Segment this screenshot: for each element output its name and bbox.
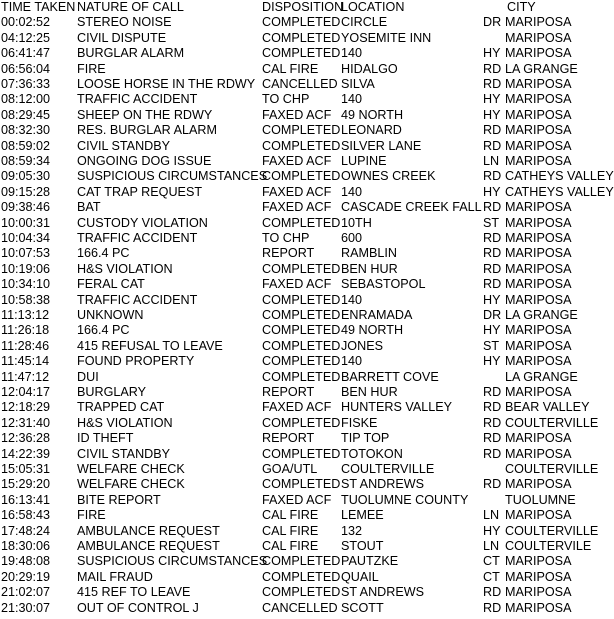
nature-cell: 415 REFUSAL TO LEAVE (77, 338, 223, 353)
city-cell: MARIPOSA (505, 123, 572, 138)
disposition-cell: COMPLETED (262, 415, 341, 430)
time-cell: 16:13:41 (1, 492, 51, 507)
location-cell: 140 (341, 184, 363, 199)
location-cell: RAMBLIN (341, 246, 397, 261)
street-suffix-cell: RD (483, 61, 502, 76)
city-cell: MARIPOSA (505, 508, 572, 523)
street-suffix-cell: HY (483, 107, 501, 122)
header-nature-of-call: NATURE OF CALL (77, 0, 184, 14)
table-row (0, 570, 614, 585)
time-cell: 00:02:52 (1, 15, 51, 30)
location-cell: ST ANDREWS (341, 477, 425, 492)
city-cell: MARIPOSA (505, 92, 572, 107)
nature-cell: STEREO NOISE (77, 15, 172, 30)
table-row (0, 62, 614, 77)
location-cell: BARRETT COVE (341, 369, 439, 384)
location-cell: ENRAMADA (341, 308, 413, 322)
time-cell: 21:02:07 (1, 585, 51, 600)
time-cell: 19:48:08 (1, 554, 51, 569)
disposition-cell: COMPLETED (262, 323, 341, 338)
location-cell: HIDALGO (341, 61, 398, 76)
city-cell: MARIPOSA (505, 30, 572, 45)
nature-cell: CUSTODY VIOLATION (77, 215, 208, 230)
disposition-cell: COMPLETED (262, 15, 341, 30)
street-suffix-cell: LN (483, 154, 500, 168)
location-cell: TUOLUMNE COUNTY (341, 492, 469, 507)
header-location: LOCATION (341, 0, 405, 14)
nature-cell: MAIL FRAUD (77, 569, 153, 584)
table-row (0, 77, 614, 92)
location-cell: 600 (341, 231, 363, 245)
location-cell: 49 NORTH (341, 323, 404, 338)
street-suffix-cell: DR (483, 15, 502, 30)
time-cell: 20:29:19 (1, 569, 51, 584)
disposition-cell: COMPLETED (262, 446, 341, 461)
street-suffix-cell: ST (483, 338, 500, 353)
time-cell: 12:18:29 (1, 400, 51, 415)
disposition-cell: TO CHP (262, 92, 310, 107)
street-suffix-cell: HY (483, 323, 501, 338)
location-cell: OWNES CREEK (341, 169, 436, 184)
city-cell: COULTERVILLE (505, 462, 599, 476)
time-cell: 21:30:07 (1, 600, 51, 615)
disposition-cell: COMPLETED (262, 261, 341, 276)
time-cell: 11:45:14 (1, 354, 50, 369)
street-suffix-cell: RD (483, 385, 502, 399)
nature-cell: RES. BURGLAR ALARM (77, 123, 217, 138)
location-cell: COULTERVILLE (341, 462, 435, 476)
time-cell: 12:31:40 (1, 415, 51, 430)
location-cell: ST ANDREWS (341, 585, 425, 600)
disposition-cell: REPORT (262, 246, 315, 261)
table-row (0, 493, 614, 508)
location-cell: 10TH (341, 215, 372, 230)
table-row (0, 108, 614, 123)
time-cell: 09:38:46 (1, 200, 51, 215)
header-row (0, 0, 614, 15)
location-cell: CASCADE CREEK FALL (341, 200, 482, 215)
time-cell: 10:58:38 (1, 292, 51, 307)
city-cell: MARIPOSA (505, 585, 572, 600)
nature-cell: CIVIL STANDBY (77, 138, 171, 153)
location-cell: JONES (341, 338, 383, 353)
table-row (0, 354, 614, 369)
nature-cell: 166.4 PC (77, 323, 130, 338)
location-cell: SILVER LANE (341, 138, 422, 153)
table-row (0, 185, 614, 200)
street-suffix-cell: HY (483, 92, 501, 107)
table-row (0, 139, 614, 154)
disposition-cell: TO CHP (262, 231, 310, 245)
location-cell: 132 (341, 523, 363, 538)
table-row (0, 293, 614, 308)
city-cell: MARIPOSA (505, 600, 572, 615)
nature-cell: BITE REPORT (77, 492, 161, 507)
disposition-cell: CAL FIRE (262, 61, 319, 76)
table-row (0, 370, 614, 385)
disposition-cell: COMPLETED (262, 138, 341, 153)
nature-cell: TRAFFIC ACCIDENT (77, 92, 198, 107)
table-row (0, 92, 614, 107)
street-suffix-cell: RD (483, 585, 502, 600)
street-suffix-cell: HY (483, 46, 501, 61)
time-cell: 08:12:00 (1, 92, 51, 107)
nature-cell: LOOSE HORSE IN THE RDWY (77, 77, 256, 91)
street-suffix-cell: RD (483, 200, 502, 215)
disposition-cell: COMPLETED (262, 477, 341, 492)
location-cell: TIP TOP (341, 431, 390, 446)
table-row (0, 216, 614, 231)
location-cell: SILVA (341, 77, 375, 91)
nature-cell: CAT TRAP REQUEST (77, 184, 203, 199)
nature-cell: H&S VIOLATION (77, 261, 173, 276)
table-row (0, 123, 614, 138)
disposition-cell: COMPLETED (262, 123, 341, 138)
street-suffix-cell: DR (483, 308, 502, 322)
city-cell: MARIPOSA (505, 246, 572, 261)
table-row (0, 524, 614, 539)
table-row (0, 231, 614, 246)
disposition-cell: CANCELLED (262, 77, 338, 91)
city-cell: MARIPOSA (505, 154, 572, 168)
location-cell: SCOTT (341, 600, 384, 615)
disposition-cell: CAL FIRE (262, 523, 319, 538)
city-cell: MARIPOSA (505, 107, 572, 122)
nature-cell: BURGLAR ALARM (77, 46, 185, 61)
city-cell: MARIPOSA (505, 15, 572, 30)
nature-cell: CIVIL STANDBY (77, 446, 171, 461)
city-cell: LA GRANGE (505, 61, 578, 76)
street-suffix-cell: LN (483, 508, 500, 523)
street-suffix-cell: CT (483, 554, 500, 569)
table-row (0, 31, 614, 46)
location-cell: 140 (341, 46, 363, 61)
disposition-cell: COMPLETED (262, 169, 341, 184)
city-cell: TUOLUMNE (505, 492, 576, 507)
time-cell: 08:59:34 (1, 154, 51, 168)
city-cell: MARIPOSA (505, 77, 572, 91)
table-row (0, 46, 614, 61)
city-cell: LA GRANGE (505, 369, 578, 384)
table-row (0, 462, 614, 477)
table-row (0, 400, 614, 415)
nature-cell: WELFARE CHECK (77, 462, 185, 476)
street-suffix-cell: RD (483, 431, 502, 446)
time-cell: 08:32:30 (1, 123, 51, 138)
location-cell: 140 (341, 292, 363, 307)
nature-cell: BURGLARY (77, 385, 147, 399)
location-cell: STOUT (341, 539, 384, 553)
city-cell: MARIPOSA (505, 323, 572, 338)
city-cell: MARIPOSA (505, 292, 572, 307)
street-suffix-cell: RD (483, 400, 502, 415)
city-cell: MARIPOSA (505, 569, 572, 584)
time-cell: 10:19:06 (1, 261, 51, 276)
time-cell: 15:05:31 (1, 462, 51, 476)
table-row (0, 246, 614, 261)
disposition-cell: FAXED ACF (262, 492, 332, 507)
disposition-cell: COMPLETED (262, 554, 341, 569)
time-cell: 17:48:24 (1, 523, 51, 538)
nature-cell: TRAFFIC ACCIDENT (77, 292, 198, 307)
city-cell: MARIPOSA (505, 477, 572, 492)
location-cell: FISKE (341, 415, 378, 430)
city-cell: COULTERVILLE (505, 523, 599, 538)
location-cell: LEMEE (341, 508, 384, 523)
nature-cell: TRAPPED CAT (77, 400, 165, 415)
location-cell: 140 (341, 92, 363, 107)
time-cell: 15:29:20 (1, 477, 51, 492)
location-cell: BEN HUR (341, 261, 398, 276)
city-cell: CATHEYS VALLEY (505, 169, 614, 184)
nature-cell: SUSPICIOUS CIRCUMSTANCES (77, 169, 268, 184)
time-cell: 18:30:06 (1, 539, 51, 553)
nature-cell: 166.4 PC (77, 246, 130, 261)
disposition-cell: CAL FIRE (262, 508, 319, 523)
street-suffix-cell: RD (483, 169, 502, 184)
table-row (0, 447, 614, 462)
disposition-cell: COMPLETED (262, 30, 341, 45)
nature-cell: OUT OF CONTROL J (77, 600, 199, 615)
disposition-cell: FAXED ACF (262, 107, 332, 122)
street-suffix-cell: RD (483, 477, 502, 492)
time-cell: 12:36:28 (1, 431, 51, 446)
street-suffix-cell: HY (483, 184, 501, 199)
table-row (0, 15, 614, 30)
city-cell: MARIPOSA (505, 261, 572, 276)
nature-cell: DUI (77, 369, 99, 384)
street-suffix-cell: LN (483, 539, 500, 553)
location-cell: LEONARD (341, 123, 402, 138)
nature-cell: ID THEFT (77, 431, 134, 446)
table-row (0, 554, 614, 569)
nature-cell: UNKNOWN (77, 308, 144, 322)
disposition-cell: COMPLETED (262, 369, 341, 384)
time-cell: 11:26:18 (1, 323, 50, 338)
table-row (0, 169, 614, 184)
location-cell: YOSEMITE INN (341, 30, 432, 45)
table-row (0, 508, 614, 523)
location-cell: QUAIL (341, 569, 379, 584)
city-cell: CATHEYS VALLEY (505, 184, 614, 199)
nature-cell: AMBULANCE REQUEST (77, 523, 220, 538)
city-cell: MARIPOSA (505, 200, 572, 215)
disposition-cell: COMPLETED (262, 585, 341, 600)
time-cell: 08:29:45 (1, 107, 51, 122)
nature-cell: FERAL CAT (77, 277, 145, 292)
nature-cell: H&S VIOLATION (77, 415, 173, 430)
time-cell: 12:04:17 (1, 385, 51, 399)
table-row (0, 339, 614, 354)
nature-cell: TRAFFIC ACCIDENT (77, 231, 198, 245)
street-suffix-cell: ST (483, 215, 500, 230)
time-cell: 11:28:46 (1, 338, 50, 353)
disposition-cell: FAXED ACF (262, 400, 332, 415)
disposition-cell: COMPLETED (262, 338, 341, 353)
disposition-cell: GOA/UTL (262, 462, 318, 476)
city-cell: MARIPOSA (505, 385, 572, 399)
time-cell: 10:00:31 (1, 215, 51, 230)
disposition-cell: REPORT (262, 431, 315, 446)
street-suffix-cell: RD (483, 138, 502, 153)
time-cell: 09:15:28 (1, 184, 51, 199)
location-cell: BEN HUR (341, 385, 398, 399)
city-cell: COULTERVILE (505, 539, 592, 553)
city-cell: MARIPOSA (505, 446, 572, 461)
time-cell: 06:56:04 (1, 61, 51, 76)
time-cell: 11:13:12 (1, 308, 50, 322)
disposition-cell: COMPLETED (262, 215, 341, 230)
street-suffix-cell: HY (483, 523, 501, 538)
street-suffix-cell: RD (483, 600, 502, 615)
city-cell: MARIPOSA (505, 231, 572, 245)
nature-cell: AMBULANCE REQUEST (77, 539, 220, 553)
location-cell: PAUTZKE (341, 554, 399, 569)
location-cell: 140 (341, 354, 363, 369)
table-row (0, 585, 614, 600)
city-cell: MARIPOSA (505, 138, 572, 153)
nature-cell: CIVIL DISPUTE (77, 30, 167, 45)
disposition-cell: COMPLETED (262, 308, 341, 322)
location-cell: 49 NORTH (341, 107, 404, 122)
disposition-cell: COMPLETED (262, 354, 341, 369)
street-suffix-cell: RD (483, 123, 502, 138)
nature-cell: FIRE (77, 61, 106, 76)
nature-cell: ONGOING DOG ISSUE (77, 154, 212, 168)
disposition-cell: COMPLETED (262, 46, 341, 61)
nature-cell: SHEEP ON THE RDWY (77, 107, 213, 122)
time-cell: 11:47:12 (1, 369, 50, 384)
time-cell: 14:22:39 (1, 446, 51, 461)
table-row (0, 416, 614, 431)
time-cell: 06:41:47 (1, 46, 51, 61)
time-cell: 10:04:34 (1, 231, 51, 245)
street-suffix-cell: RD (483, 77, 502, 91)
time-cell: 10:34:10 (1, 277, 51, 292)
city-cell: MARIPOSA (505, 431, 572, 446)
table-row (0, 277, 614, 292)
city-cell: MARIPOSA (505, 554, 572, 569)
city-cell: MARIPOSA (505, 354, 572, 369)
table-row (0, 308, 614, 323)
disposition-cell: FAXED ACF (262, 200, 332, 215)
street-suffix-cell: RD (483, 231, 502, 245)
header-time-taken: TIME TAKEN (1, 0, 76, 14)
disposition-cell: CANCELLED (262, 600, 338, 615)
disposition-cell: FAXED ACF (262, 184, 332, 199)
disposition-cell: CAL FIRE (262, 539, 319, 553)
table-row (0, 385, 614, 400)
table-row (0, 262, 614, 277)
table-row (0, 154, 614, 169)
table-row (0, 601, 614, 616)
street-suffix-cell: RD (483, 415, 502, 430)
nature-cell: 415 REF TO LEAVE (77, 585, 191, 600)
city-cell: BEAR VALLEY (505, 400, 590, 415)
street-suffix-cell: HY (483, 354, 501, 369)
table-row (0, 477, 614, 492)
nature-cell: SUSPICIOUS CIRCUMSTANCES (77, 554, 268, 569)
table-row (0, 200, 614, 215)
header-city: CITY (507, 0, 536, 14)
location-cell: CIRCLE (341, 15, 388, 30)
disposition-cell: FAXED ACF (262, 277, 332, 292)
disposition-cell: FAXED ACF (262, 154, 332, 168)
street-suffix-cell: RD (483, 277, 502, 292)
table-row (0, 431, 614, 446)
time-cell: 08:59:02 (1, 138, 51, 153)
city-cell: COULTERVILLE (505, 415, 599, 430)
time-cell: 04:12:25 (1, 30, 51, 45)
street-suffix-cell: HY (483, 292, 501, 307)
nature-cell: WELFARE CHECK (77, 477, 185, 492)
location-cell: SEBASTOPOL (341, 277, 426, 292)
nature-cell: FIRE (77, 508, 106, 523)
header-disposition: DISPOSITION (262, 0, 344, 14)
location-cell: LUPINE (341, 154, 387, 168)
street-suffix-cell: CT (483, 569, 500, 584)
location-cell: HUNTERS VALLEY (341, 400, 453, 415)
nature-cell: BAT (77, 200, 101, 215)
street-suffix-cell: RD (483, 446, 502, 461)
location-cell: TOTOKON (341, 446, 403, 461)
nature-cell: FOUND PROPERTY (77, 354, 195, 369)
time-cell: 10:07:53 (1, 246, 51, 261)
disposition-cell: REPORT (262, 385, 315, 399)
table-row (0, 539, 614, 554)
city-cell: MARIPOSA (505, 46, 572, 61)
disposition-cell: COMPLETED (262, 569, 341, 584)
street-suffix-cell: RD (483, 246, 502, 261)
city-cell: MARIPOSA (505, 215, 572, 230)
time-cell: 07:36:33 (1, 77, 51, 91)
table-row (0, 323, 614, 338)
time-cell: 09:05:30 (1, 169, 51, 184)
street-suffix-cell: RD (483, 261, 502, 276)
city-cell: LA GRANGE (505, 308, 578, 322)
time-cell: 16:58:43 (1, 508, 51, 523)
disposition-cell: COMPLETED (262, 292, 341, 307)
city-cell: MARIPOSA (505, 338, 572, 353)
city-cell: MARIPOSA (505, 277, 572, 292)
